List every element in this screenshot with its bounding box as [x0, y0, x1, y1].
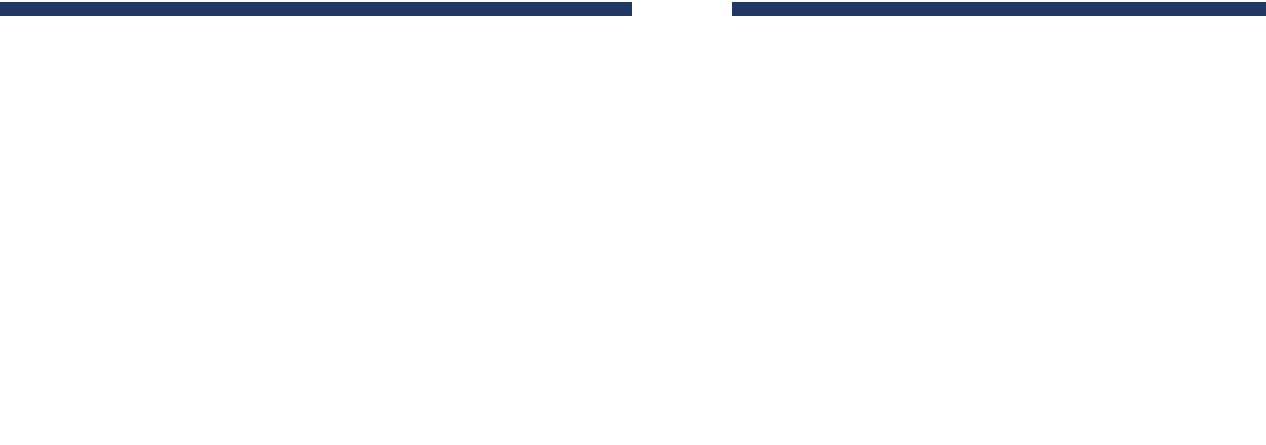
- header-bar-yearly: [0, 2, 632, 16]
- header-bar-monthly: [732, 2, 1266, 16]
